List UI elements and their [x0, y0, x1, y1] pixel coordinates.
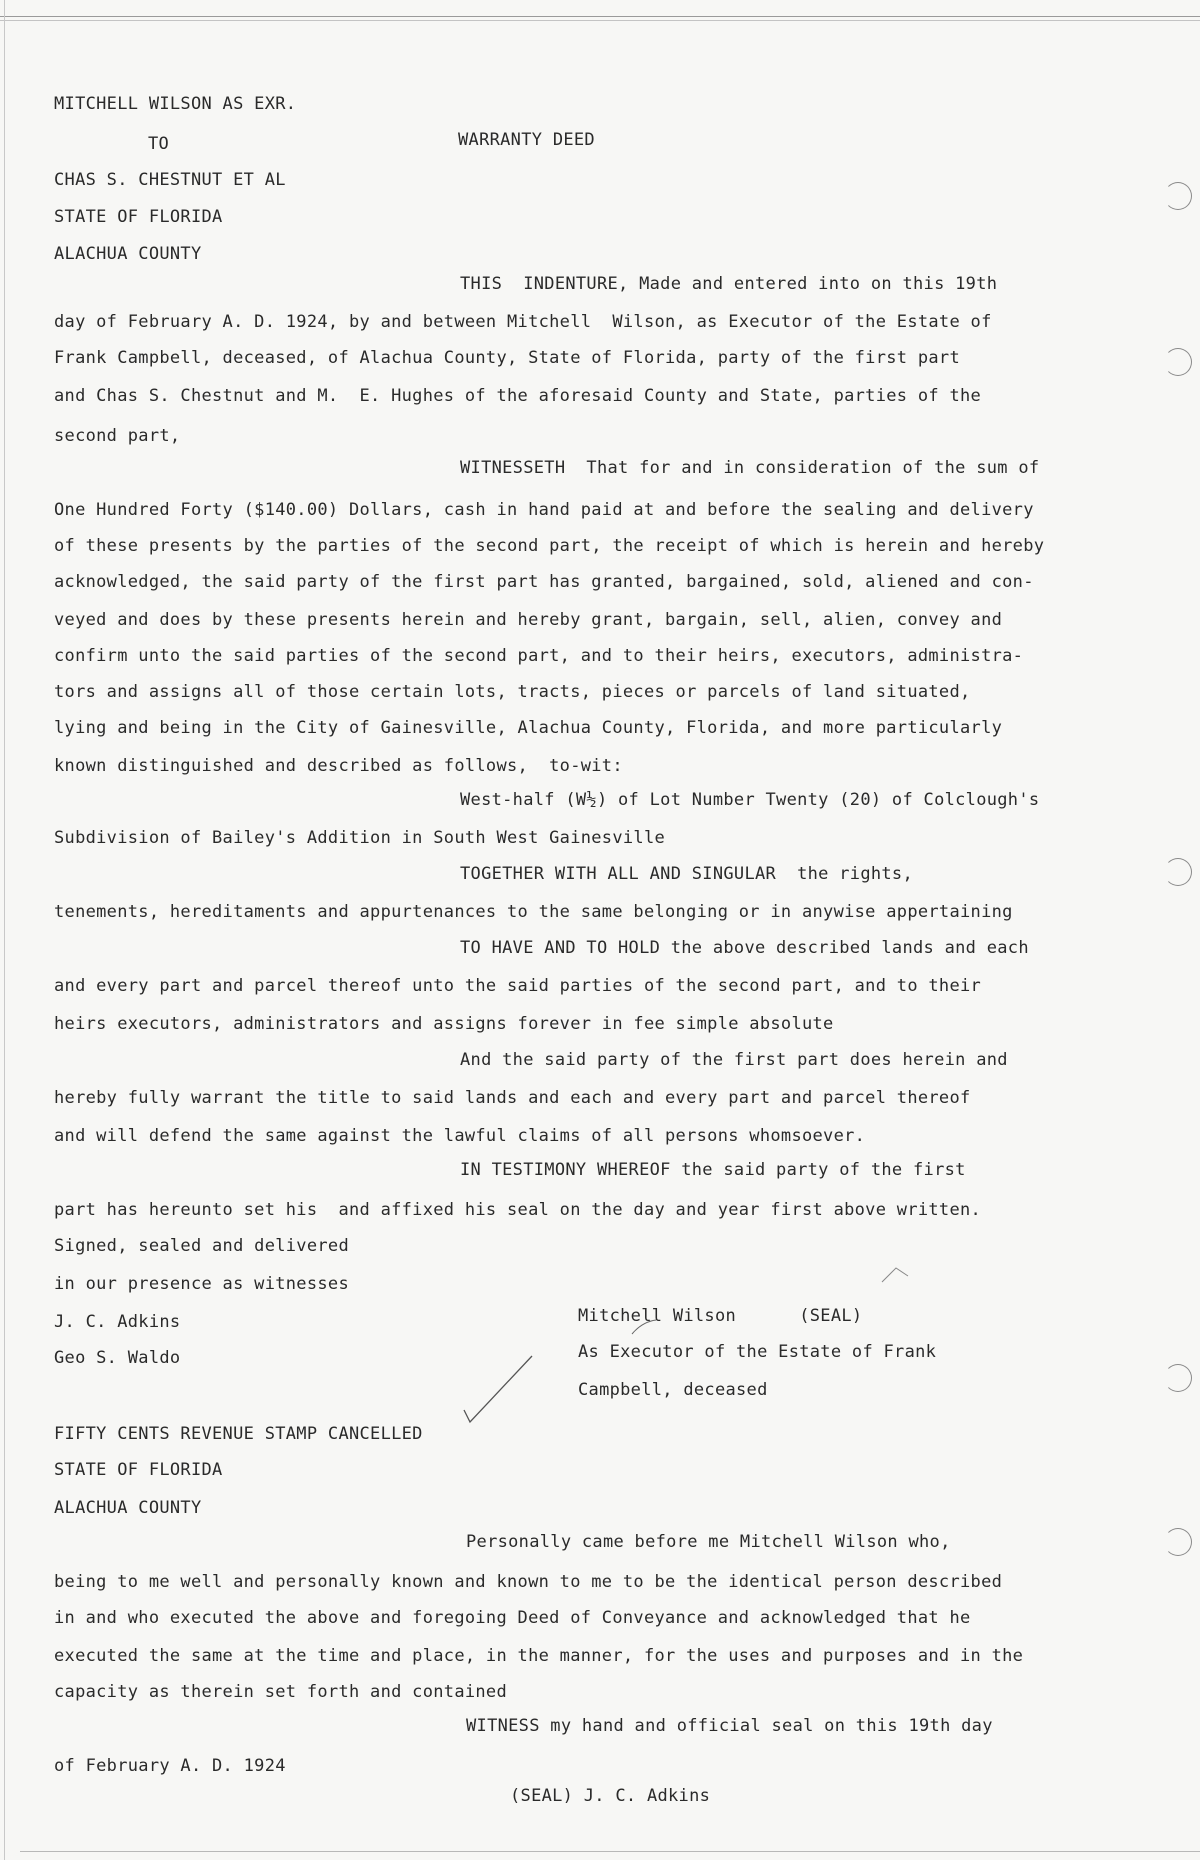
witnesseth-heading: WITNESSETH That for and in consideration of the sum of	[460, 458, 1040, 478]
text-line: in and who executed the above and foregoing Deed of Conveyance and acknowledged that he	[54, 1608, 971, 1628]
county-line: ALACHUA COUNTY	[54, 244, 202, 264]
text-line: part has hereunto set his and affixed his seal on the day and year first above written.	[54, 1200, 982, 1220]
text-line: Frank Campbell, deceased, of Alachua County, State of Florida, party of the first part	[54, 348, 960, 368]
pencil-mark	[878, 1262, 914, 1288]
bottom-rule	[20, 1851, 1200, 1852]
habendum-heading: TO HAVE AND TO HOLD the above described lands and each	[460, 938, 1029, 958]
punch-hole	[1164, 1528, 1192, 1556]
text-line: hereby fully warrant the title to said lands and each and every part and parcel thereof	[54, 1088, 971, 1108]
text-line: heirs executors, administrators and assigns forever in fee simple absolute	[54, 1014, 834, 1034]
to-line: TO	[148, 134, 170, 154]
grantee-line: CHAS S. CHESTNUT ET AL	[54, 170, 286, 190]
signed-line: Signed, sealed and delivered	[54, 1236, 349, 1256]
text-line: and will defend the same against the lawful claims of all persons whomsoever.	[54, 1126, 866, 1146]
witness-name: Geo S. Waldo	[54, 1348, 181, 1368]
state-line: STATE OF FLORIDA	[54, 207, 223, 227]
text-line: veyed and does by these presents herein and hereby grant, bargain, sell, alien, convey and	[54, 610, 1003, 630]
left-edge	[4, 0, 5, 1860]
text-line: Subdivision of Bailey's Addition in South West Gainesville	[54, 828, 666, 848]
check-mark	[460, 1350, 540, 1430]
punch-hole	[1164, 182, 1192, 210]
date-line: of February A. D. 1924	[54, 1756, 286, 1776]
acknowledgment-heading: Personally came before me Mitchell Wilson who,	[466, 1532, 951, 1552]
witness-name: J. C. Adkins	[54, 1312, 181, 1332]
top-rule-2	[0, 20, 1200, 21]
property-description: West-half (W½) of Lot Number Twenty (20) of Colclough's	[460, 790, 1040, 810]
punch-hole	[1164, 858, 1192, 886]
warranty-heading: And the said party of the first part does herein and	[460, 1050, 1008, 1070]
indenture-heading: THIS INDENTURE, Made and entered into on this 19th	[460, 274, 998, 294]
grantor-signature: Mitchell Wilson (SEAL)	[578, 1306, 863, 1326]
witness-heading: WITNESS my hand and official seal on this 19th day	[466, 1716, 993, 1736]
text-line: and Chas S. Chestnut and M. E. Hughes of the aforesaid County and State, parties of the	[54, 386, 982, 406]
presence-line: in our presence as witnesses	[54, 1274, 349, 1294]
text-line: executed the same at the time and place, in the manner, for the uses and purposes and in the	[54, 1646, 1024, 1666]
executor-line: Campbell, deceased	[578, 1380, 768, 1400]
county-line: ALACHUA COUNTY	[54, 1498, 202, 1518]
text-line: day of February A. D. 1924, by and between Mitchell Wilson, as Executor of the Estate of	[54, 312, 992, 332]
top-rule	[0, 16, 1200, 17]
text-line: confirm unto the said parties of the second part, and to their heirs, executors, administra-	[54, 646, 1024, 666]
text-line: of these presents by the parties of the second part, the receipt of which is herein and hereby	[54, 536, 1045, 556]
punch-hole	[1164, 1364, 1192, 1392]
text-line: capacity as therein set forth and contained	[54, 1682, 507, 1702]
text-line: One Hundred Forty ($140.00) Dollars, cash in hand paid at and before the sealing and delivery	[54, 500, 1034, 520]
document-title: WARRANTY DEED	[458, 130, 595, 150]
testimony-heading: IN TESTIMONY WHEREOF the said party of the first	[460, 1160, 966, 1180]
text-line: known distinguished and described as follows, to-wit:	[54, 756, 623, 776]
executor-line: As Executor of the Estate of Frank	[578, 1342, 937, 1362]
text-line: second part,	[54, 426, 181, 446]
stamp-line: FIFTY CENTS REVENUE STAMP CANCELLED	[54, 1424, 423, 1444]
text-line: and every part and parcel thereof unto the said parties of the second part, and to their	[54, 976, 982, 996]
text-line: tenements, hereditaments and appurtenances to the same belonging or in anywise appertaining	[54, 902, 1013, 922]
text-line: being to me well and personally known and known to me to be the identical person described	[54, 1572, 1003, 1592]
notary-signature: (SEAL) J. C. Adkins	[510, 1786, 711, 1806]
text-line: lying and being in the City of Gainesville, Alachua County, Florida, and more particularly	[54, 718, 1003, 738]
state-line: STATE OF FLORIDA	[54, 1460, 223, 1480]
pencil-mark	[630, 1318, 660, 1338]
punch-hole	[1164, 348, 1192, 376]
grantor-line: MITCHELL WILSON AS EXR.	[54, 94, 297, 114]
text-line: tors and assigns all of those certain lots, tracts, pieces or parcels of land situated,	[54, 682, 971, 702]
together-heading: TOGETHER WITH ALL AND SINGULAR the rights,	[460, 864, 913, 884]
text-line: acknowledged, the said party of the first part has granted, bargained, sold, aliened and con-	[54, 572, 1034, 592]
